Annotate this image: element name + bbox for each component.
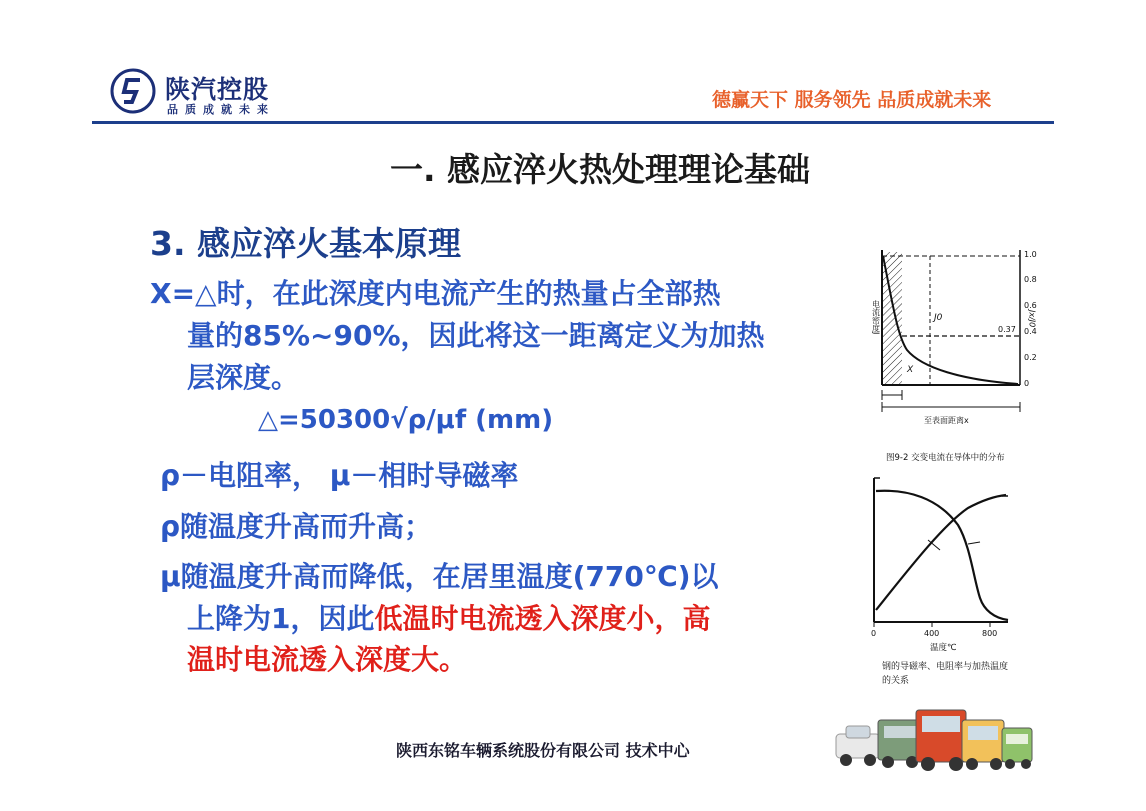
fig2-tick-400: 400 xyxy=(924,629,940,638)
header-divider xyxy=(92,121,1054,124)
fig2-caption-line2: 的关系 xyxy=(882,676,910,686)
body-line-7: μ随温度升高而降低，在居里温度(770℃)以 xyxy=(160,560,719,593)
resistivity-curve xyxy=(876,495,1006,610)
fig1-tick-0-4: 0.4 xyxy=(1024,327,1037,336)
body-line-2: 量的85%~90%，因此将这一距离定义为加热 xyxy=(187,319,765,352)
fig1-xlabel: 至表面距离x xyxy=(924,416,969,425)
fig1-tick-0-8: 0.8 xyxy=(1024,275,1037,284)
fig1-caption: 图9-2 交变电流在导体中的分布 xyxy=(886,453,1005,463)
logo-subtext: 品质成就未来 xyxy=(167,103,275,116)
fig1-tick-0-2: 0.2 xyxy=(1024,353,1037,362)
header-slogan: 德赢天下 服务领先 品质成就未来 xyxy=(712,89,992,111)
formula: △=50300√ρ/μf (mm) xyxy=(258,405,554,435)
fig2-tick-0: 0 xyxy=(871,629,877,638)
fig2-xlabel: 温度℃ xyxy=(930,643,957,653)
fig1-tick-0-37: 0.37 xyxy=(998,325,1016,334)
fig1-tick-1-0: 1.0 xyxy=(1024,250,1037,259)
highlight-high-temp: 温时电流透入深度大。 xyxy=(187,643,468,676)
hatched-surface-layer xyxy=(882,252,902,384)
fig1-ylabel: 电流密度J xyxy=(871,300,881,335)
decay-curve xyxy=(883,256,1018,384)
footer-company: 陕西东铭车辆系统股份有限公司 技术中心 xyxy=(396,741,690,760)
body-line-5: ρ－电阻率， μ－相时导磁率 xyxy=(160,459,519,492)
section-subtitle: 3. 感应淬火基本原理 xyxy=(150,224,461,263)
current-distribution-figure xyxy=(852,240,1042,470)
body-line-1: X=△时，在此深度内电流产生的热量占全部热 xyxy=(150,277,721,310)
fig1-right-axis-label: Jx/J0 xyxy=(1027,310,1037,328)
fig2-caption-line1: 钢的导磁率、电阻率与加热温度 xyxy=(882,662,1009,672)
fig2-tick-800: 800 xyxy=(982,629,998,638)
permeability-resistivity-figure xyxy=(848,470,1048,695)
body-line-8-prefix: 上降为1，因此 xyxy=(187,602,375,635)
body-line-3: 层深度。 xyxy=(187,361,300,394)
body-line-6: ρ随温度升高而升高； xyxy=(160,510,433,543)
highlight-low-temp: 低温时电流透入深度小，高 xyxy=(374,602,711,635)
logo-text: 陕汽控股 xyxy=(165,75,270,104)
slide-title: 一. 感应淬火热处理理论基础 xyxy=(389,150,811,189)
body-line-8 xyxy=(187,597,711,637)
fig1-tick-0: 0 xyxy=(1024,379,1030,388)
permeability-curve xyxy=(876,491,1008,620)
fig1-j0-mark: J0 xyxy=(934,313,943,323)
fig1-x-mark: X xyxy=(907,365,914,375)
fig1-tick-0-6: 0.6 xyxy=(1024,301,1037,310)
company-logo-icon xyxy=(110,68,156,114)
trucks-illustration xyxy=(832,706,1037,774)
